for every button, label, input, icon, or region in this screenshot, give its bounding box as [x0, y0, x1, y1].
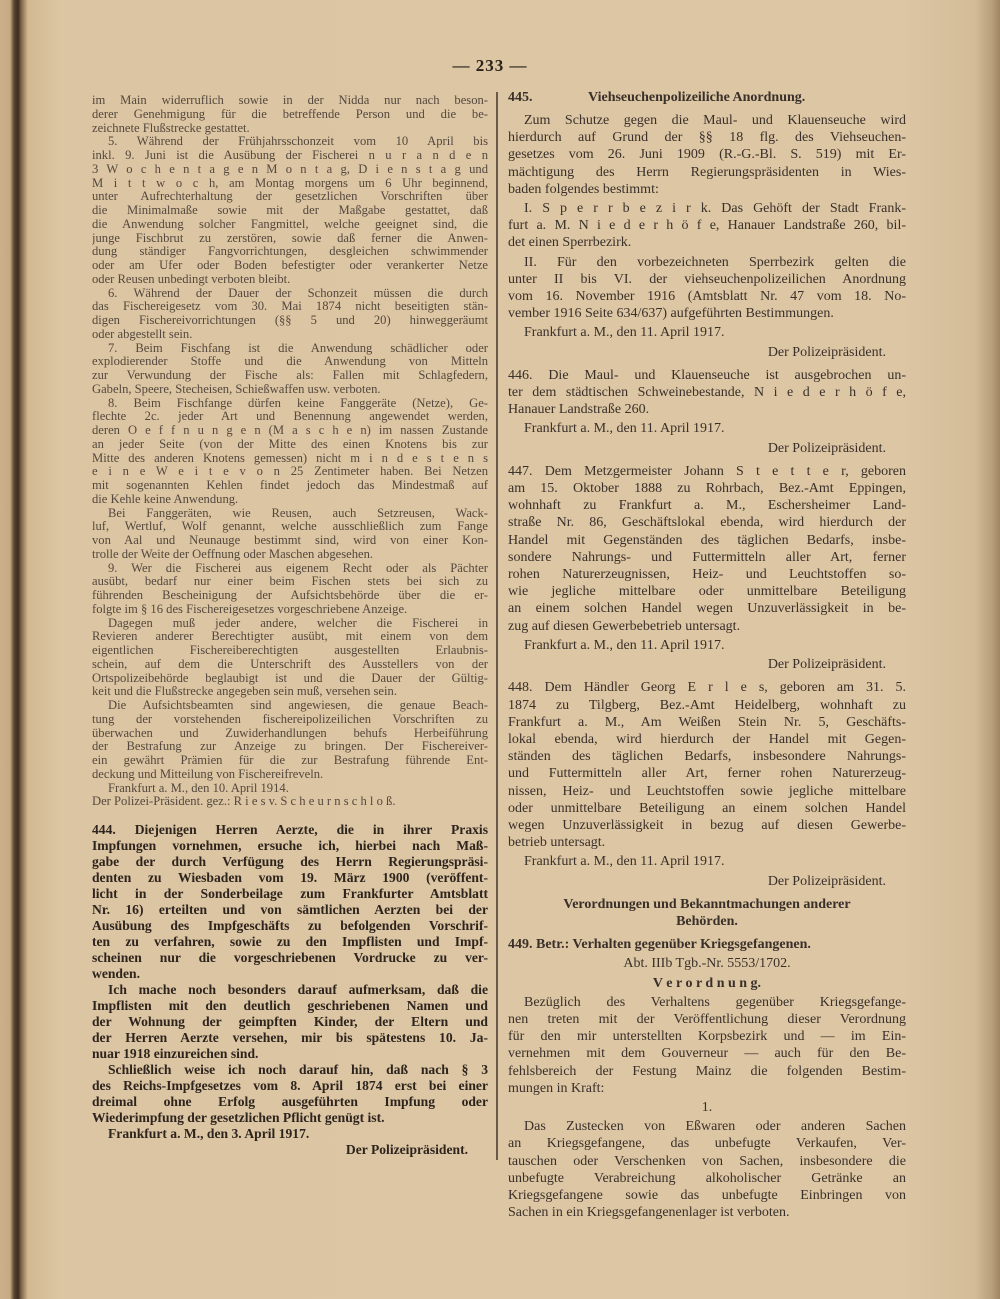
paragraph [92, 507, 488, 562]
text-line: folgte im § 16 des Fischereigesetzes vorgeschriebene Anzeige. [92, 602, 408, 616]
paragraph [508, 637, 906, 654]
text-line: 7. Beim Fischfang ist die Anwendung schädlicher oder [108, 341, 488, 355]
text-line: mit sogenannten Kehlen findet jedoch das Mindestmaß auf [92, 479, 488, 492]
text-line: führenden Bescheinigung der Aufsichtsbehörde über die er- [92, 589, 488, 602]
text-line: Der Polizei-Präsident. gez.: R i e s v. S c h e u r n s c h l o ß. [92, 795, 396, 809]
text-line: Ich mache noch besonders darauf aufmerksam, daß die [108, 982, 488, 997]
text-line: licht in der Sonderbeilage zum Frankfurter Amtsblatt [92, 886, 488, 901]
text-line: nuar 1918 einzureichen sind. [92, 1046, 259, 1061]
text-line: Nr. 16) erteilten und von sämtlichen Aerzten bei der [92, 902, 488, 917]
text-line: det einen Sperrbezirk. [508, 235, 632, 251]
text-line: an einem solchen Handel wegen Unzuverlässigkeit in be- [508, 601, 906, 617]
left-column [92, 94, 488, 1158]
paragraph [508, 896, 906, 930]
paragraph [92, 795, 488, 809]
paragraph [92, 94, 488, 135]
text-line: Der Polizeipräsident. [345, 1142, 468, 1157]
text-line: V e r o r d n u n g. [652, 975, 762, 991]
text-line: Dagegen muß jeder andere, welcher die Fischerei in [108, 616, 488, 630]
notice-449 [508, 936, 906, 1221]
text-line: der Bestrafung zur Anzeige zu bringen. Der Fischereiver- [92, 740, 488, 754]
text-line: Frankfurt a. M., den 10. April 1914. [108, 781, 289, 795]
paragraph [92, 617, 488, 700]
text-line: unbefugte Verabreichung alkoholischer Getränke an [508, 1170, 906, 1186]
text-line: Ausübung des Impfgeschäfts zu befolgenden Vorschrif- [92, 918, 488, 933]
paragraph [92, 982, 488, 1062]
text-line: Der Polizeipräsident. [767, 873, 886, 889]
text-line: am 15. Oktober 1888 zu Rohrbach, Bez.-Amt Eppingen, [508, 481, 906, 497]
text-line: 3 W o c h e n t a g e n M o n t a g, D i e n s t a g und [92, 162, 488, 176]
text-line: Frankfurt a. M., den 11. April 1917. [524, 421, 725, 437]
text-line: zug auf diesen Gewerbebetrieb untersagt. [508, 618, 741, 634]
text-line: derer Genehmigung für die betreffende Person und die be- [92, 107, 488, 121]
text-line: die Kehle keine Anwendung. [92, 492, 239, 506]
text-line: Impfungen vornehmen, ersuche ich, hierbei nach Maß- [92, 838, 488, 853]
paragraph [508, 994, 906, 1097]
text-line: I. S p e r r b e z i r k. Das Gehöft der Stadt Frank- [524, 201, 906, 217]
paragraph [508, 975, 906, 992]
column-divider [496, 92, 498, 1160]
paragraph [508, 420, 906, 437]
text-line: hierdurch auf Grund der §§ 18 flg. des Viehseuchen- [508, 130, 906, 146]
text-line: Mitte des anderen Knotens gemessen) nicht m i n d e s t e n s [92, 451, 488, 465]
text-line: e i n e W e i t e v o n 25 Zentimeter haben. Bei Netzen [92, 465, 488, 479]
paragraph [508, 344, 906, 361]
text-line: Der Polizeipräsident. [767, 344, 886, 360]
text-line: der Wohnung der geimpften Kinder, der Eltern und [92, 1014, 488, 1029]
text-line: Das Zustecken von Eßwaren oder anderen Sachen [524, 1119, 906, 1135]
text-line: eigentlichen Fischereiberechtigten ausgestellten Erlaubnis- [92, 644, 488, 657]
text-line: das Fischereigesetz vom 30. Mai 1874 nicht beseitigten stän- [92, 300, 488, 314]
paragraph [92, 822, 488, 982]
text-line: Abt. IIIb Tgb.-Nr. 5553/1702. [623, 956, 791, 972]
paragraph [508, 367, 906, 419]
text-line: denten zu Wiesbaden vom 19. März 1900 (veröffent- [92, 870, 488, 885]
text-line: ständen des täglichen Bedarfs, insbesondere Nahrungs- [508, 749, 906, 765]
other-authorities-heading [508, 896, 906, 930]
text-line: straße Nr. 86, Geschäftslokal ebenda, wird hierdurch der [508, 515, 906, 531]
text-line: ter dem städtischen Schweinebestande, N i e d e r h ö f e, [508, 385, 906, 401]
text-line: zeichnete Flußstrecke gestattet. [92, 121, 250, 135]
text-line: 448. Dem Händler Georg E r l e s, geboren am 31. 5. [508, 680, 906, 696]
text-line: Handel mit Gegenständen des täglichen Bedarfs, insbe- [508, 532, 906, 548]
paragraph [508, 656, 906, 673]
text-line: dreimal ohne Erfolg ausgeführten Impfung oder [92, 1094, 488, 1109]
text-line: Frankfurt a. M., den 11. April 1917. [524, 325, 725, 341]
text-line: oder unmittelbare Beteiligung an einem solchen Handel [508, 800, 906, 816]
notice-445-heading [508, 89, 906, 107]
text-line: M i t t w o c h, am Montag morgens um 6 Uhr beginnend, [92, 176, 488, 190]
text-line: an Kriegsgefangene, das unbefugte Verkaufen, Ver- [508, 1136, 906, 1152]
paragraph [508, 254, 906, 323]
notice-445 [508, 112, 906, 361]
paragraph [508, 200, 906, 252]
paragraph [508, 1118, 906, 1221]
notice-444 [92, 822, 488, 1158]
text-line: unter Aufrechterhaltung der gesetzlichen Vorschriften über [92, 190, 488, 204]
text-line: oder am Ufer oder Boden befestigter oder verankerter Netze [92, 259, 488, 272]
text-line: Der Polizeipräsident. [767, 440, 886, 456]
text-line: 447. Dem Metzgermeister Johann S t e t t e r, geboren [508, 463, 906, 479]
text-line: dung ständiger Fangvorrichtungen, desgleichen schwimmender [92, 245, 488, 259]
text-line: deckung und Mitteilung von Fischereifreveln. [92, 767, 324, 781]
text-line: Frankfurt a. M., den 11. April 1917. [524, 637, 725, 653]
paragraph [508, 955, 906, 972]
text-line: Revieren anderer Berechtigter ausübt, mit einem von dem [92, 630, 488, 644]
text-line: schein, auf dem die Unterschrift des Ausstellers von der [92, 657, 488, 671]
paragraph [92, 135, 488, 286]
text-line: Kriegsgefangene sowie das unbefugte Einbringen von [508, 1187, 906, 1203]
text-line: digen Fischereivorrichtungen (§§ 5 und 20) hinweggeräumt [92, 314, 488, 327]
text-line: ein gewährt Prämien für die zur Bestrafung führende Ent- [92, 754, 488, 767]
text-line: die Minimalmaße sowie mit der Maßgabe gestattet, daß [92, 204, 488, 217]
text-line: explodierender Stoffe und die Anwendung von Mitteln [92, 355, 488, 369]
right-column-body [508, 112, 906, 1221]
text-line: lokal ebenda, wird hierdurch der Handel mit Gegen- [508, 731, 906, 747]
text-line: des Reichs-Impfgesetzes vom 8. April 1874 erst bei einer [92, 1078, 488, 1093]
text-line: fehlsbereich der Festung Mainz die folgenden Bestim- [508, 1063, 906, 1079]
paragraph [92, 342, 488, 397]
text-line: wegen Unzuverlässigkeit in bezug auf diesen Gewerbe- [508, 817, 906, 833]
text-line: wohnhaft zu Frankfurt a. M., Eschersheimer Land- [508, 498, 906, 514]
text-line: tung der vorstehenden fischereipolizeilichen Vorschriften zu [92, 712, 488, 726]
text-line: tauschen oder Verschenken von Sachen, insbesondere die [508, 1153, 906, 1169]
text-line: 446. Die Maul- und Klauenseuche ist ausgebrochen un- [508, 367, 906, 383]
text-line: Gabeln, Speere, Stecheisen, Schießwaffen usw. verboten. [92, 382, 381, 396]
text-line: Frankfurt a. M., den 3. April 1917. [108, 1126, 310, 1141]
text-line: Ortspolizeibehörde beglaubigt ist und die Dauer der Gültig- [92, 671, 488, 685]
text-line: unter II bis VI. der viehseuchenpolizeilichen Anordnung [508, 271, 906, 287]
text-line: von Aal und Neunauge bestimmt sind, wird von einer Kon- [92, 534, 488, 547]
text-line: mächtigung des Herrn Regierungspräsidenten in Wies- [508, 164, 906, 180]
paragraph [92, 782, 488, 796]
text-line: wie jegliche mittelbare oder unmittelbare Beteiligung [508, 584, 906, 600]
text-line: ten zu verfahren, sowie zu den Impflisten und Impf- [92, 934, 488, 949]
text-line: flechte 2c. jeder Art und Benennung angewendet werden, [92, 410, 488, 424]
notice-448 [508, 679, 906, 889]
paragraph [92, 1126, 488, 1142]
paragraph [92, 1062, 488, 1126]
text-line: Zum Schutze gegen die Maul- und Klauenseuche wird [524, 113, 906, 128]
text-line: II. Für den vorbezeichneten Sperrbezirk gelten die [524, 254, 906, 270]
text-line: nen treten mit der Veröffentlichung dieser Verordnung [508, 1011, 906, 1027]
text-line: Sachen in ein Kriegsgefangenenlager ist verboten. [508, 1205, 790, 1221]
text-line: Der Polizeipräsident. [767, 657, 886, 673]
text-line: 9. Wer die Fischerei aus eigenem Recht oder als Pächter [108, 561, 488, 575]
paragraph [92, 699, 488, 782]
notice-447 [508, 463, 906, 673]
text-line: sondere Nahrungs- und Futtermitteln aller Art, ferner [508, 549, 906, 565]
text-line: trolle der Weite der Oeffnung oder Maschen abgesehen. [92, 547, 374, 561]
text-line: 1. [701, 1099, 713, 1115]
paragraph [92, 1142, 488, 1158]
text-line: überwachen und Zuwiderhandlungen behufs Herbeiführung [92, 726, 488, 740]
text-line: junge Fischbrut zu zerstören, sowie daß ferner die Anwen- [92, 231, 488, 245]
text-line: deren O e f f n u n g e n (M a s c h e n) im nassen Zustande [92, 424, 488, 437]
paragraph [508, 1099, 906, 1116]
text-line: Impflisten mit den deutlich geschriebenen Namen und [92, 998, 488, 1013]
text-line: inkl. 9. Juni ist die Ausübung der Fischerei n u r a n d e n [92, 149, 488, 162]
text-line: gabe der durch Verfügung des Herrn Regierungspräsi- [92, 854, 488, 869]
text-line: 8. Beim Fischfange dürfen keine Fanggeräte (Netze), Ge- [108, 396, 488, 410]
text-line: für den mir unterstellten Korpsbezirk und — im Ein- [508, 1029, 906, 1045]
text-line: baden folgendes bestimmt: [508, 181, 659, 197]
paragraph [508, 679, 906, 851]
text-line: Verordnungen und Bekanntmachungen anderer [563, 896, 851, 912]
paragraph [508, 936, 906, 953]
text-line: wenden. [92, 966, 140, 981]
text-line: 6. Während der Dauer der Schonzeit müssen die durch [108, 286, 488, 300]
notice-446 [508, 367, 906, 457]
right-column [508, 89, 906, 1221]
text-line: betrieb untersagt. [508, 835, 606, 851]
text-line: Frankfurt a. M., den 11. April 1917. [524, 854, 725, 870]
fishing-regulation-continued [92, 94, 488, 809]
text-line: Hanauer Landstraße 260. [508, 402, 650, 418]
text-line: Die Aufsichtsbeamten sind angewiesen, die genaue Beach- [108, 699, 488, 712]
text-line: gesetzes vom 26. Juni 1909 (R.-G.-Bl. S. 519) mit Er- [508, 147, 906, 163]
text-line: und Futtermitteln aller Art, ferner rohen Naturerzeug- [508, 766, 906, 782]
text-line: vom 16. November 1916 (Amtsblatt Nr. 47 vom 18. No- [508, 289, 906, 305]
paragraph [508, 873, 906, 890]
text-line: Frankfurt a. M., Am Weißen Stein Nr. 5, Geschäfts- [508, 714, 906, 730]
text-line: Wiederimpfung der gesetzlichen Pflicht genügt ist. [92, 1110, 385, 1125]
text-line: vernehmen mit dem Gouverneur — auch für den Be- [508, 1046, 906, 1062]
text-line: luf, Wertluf, Wolf genannt, welche ausschließlich zum Fange [92, 520, 488, 534]
text-line: ausübt, bedarf nur einer beim Fischen stets bei sich zu [92, 575, 488, 589]
text-line: 449. Betr.: Verhalten gegenüber Kriegsgefangenen. [508, 937, 811, 953]
paragraph [508, 440, 906, 457]
text-line: 5. Während der Frühjahrsschonzeit vom 10 April bis [108, 135, 488, 149]
text-line: Behörden. [676, 913, 738, 929]
text-line: oder Reusen unbedingt verboten bleibt. [92, 272, 291, 286]
text-line: Schließlich weise ich noch darauf hin, daß nach § 3 [108, 1062, 488, 1077]
text-line: rohen Naturerzeugnissen, Heiz- und Leuchtstoffen so- [508, 567, 906, 583]
text-line: Bei Fanggeräten, wie Reusen, auch Setzreusen, Wack- [108, 506, 488, 520]
text-line: keit und die Flußstrecke angegeben sein muß, versehen sein. [92, 685, 397, 699]
paragraph [508, 463, 906, 635]
paragraph [508, 853, 906, 870]
text-line: vember 1916 Seite 634/637) aufgeführten Bestimmungen. [508, 306, 834, 322]
text-line: Bezüglich des Verhaltens gegenüber Kriegsgefange- [524, 994, 906, 1010]
text-line: 444. Diejenigen Herren Aerzte, die in ihrer Praxis [92, 822, 488, 837]
text-line: oder abgestellt sein. [92, 327, 193, 341]
paragraph [92, 287, 488, 342]
text-line: der Herren Aerzte versehen, mir bis spätestens 10. Ja- [92, 1030, 488, 1045]
notice-title: Viehseuchenpolizeiliche Anordnung. [588, 90, 806, 105]
page-number: — 233 — [452, 56, 528, 75]
paragraph [92, 397, 488, 507]
paragraph [92, 562, 488, 617]
text-line: nissen, Heiz- und Leuchtstoffen sowie jegliche mittelbare [508, 783, 906, 799]
text-line: an jeder Seite (von der Mitte des einen Knotens bis zur [92, 437, 488, 451]
text-line: zur Verwundung der Fische als: Fallen mit Schlagfedern, [92, 369, 488, 382]
text-line: die Anwendung solcher Fangmittel, welche geeignet sind, die [92, 217, 488, 231]
text-line: furt a. M. N i e d e r h ö f e, Hanauer Landstraße 260, bil- [508, 218, 906, 234]
text-line: mungen in Kraft: [508, 1080, 605, 1096]
text-line: im Main widerruflich sowie in der Nidda nur nach beson- [92, 94, 488, 107]
text-line: scheinen nur die vorgeschriebenen Vordrucke zu ver- [92, 950, 488, 965]
paragraph [508, 324, 906, 341]
notice-number: 445. [508, 90, 533, 105]
paragraph [508, 112, 906, 198]
text-line: 1874 zu Tilgberg, Bez.-Amt Heidelberg, wohnhaft zu [508, 697, 906, 713]
